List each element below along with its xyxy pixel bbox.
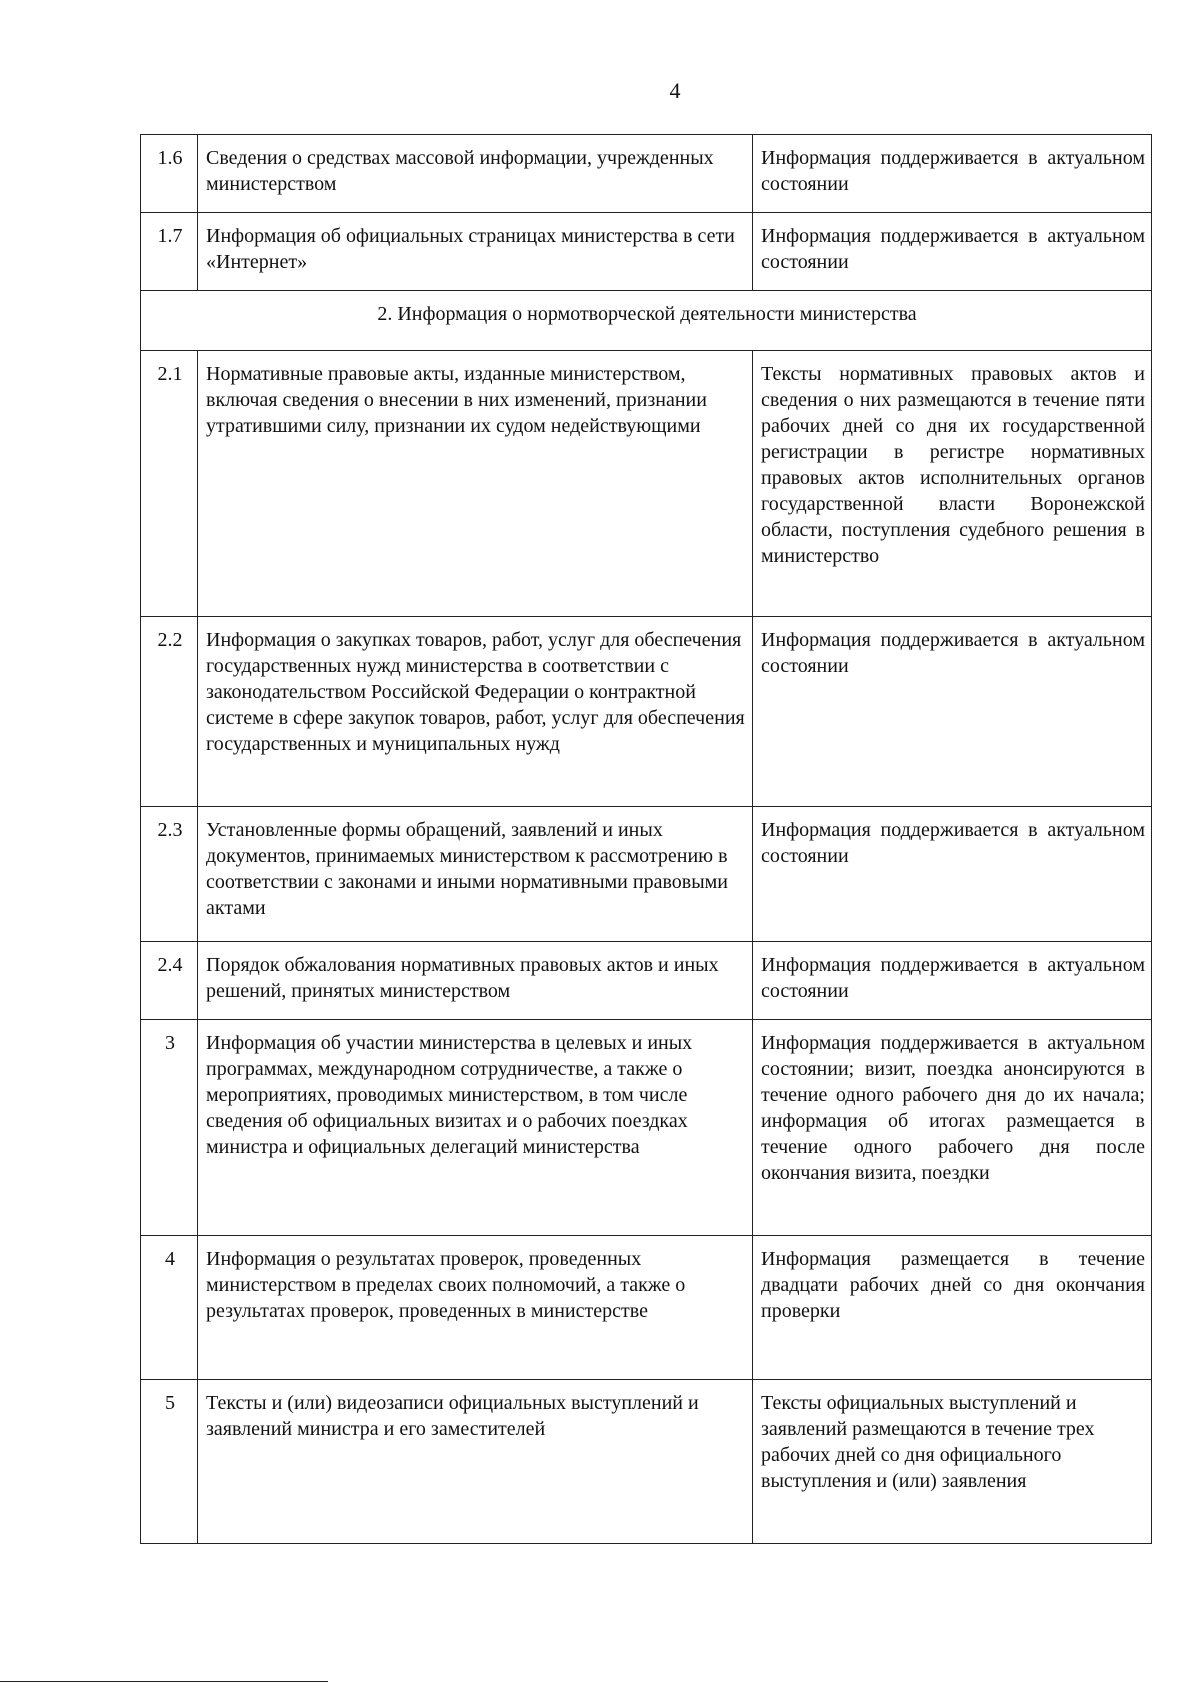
table-row <box>141 351 1152 617</box>
row-term: Информация поддерживается в актуальном состоянии <box>753 617 1152 807</box>
row-number: 2.3 <box>141 807 198 942</box>
row-description: Информация о результатах проверок, проведенных министерством в пределах своих полномочий, а также о результатах проверок, проведенных в министерстве <box>198 1236 753 1380</box>
table-row <box>141 213 1152 291</box>
section-heading: 2. Информация о нормотворческой деятельности министерства <box>141 291 1152 351</box>
table-row <box>141 942 1152 1020</box>
row-number: 2.4 <box>141 942 198 1020</box>
row-term: Информация поддерживается в актуальном состоянии <box>753 135 1152 213</box>
row-description: Сведения о средствах массовой информации, учрежденных министерством <box>198 135 753 213</box>
row-term: Информация размещается в течение двадцати рабочих дней со дня окончания проверки <box>753 1236 1152 1380</box>
row-term: Тексты официальных выступлений и заявлений размещаются в течение трех рабочих дней со дня официального выступления и (или) заявления <box>753 1380 1152 1544</box>
table-row <box>141 807 1152 942</box>
row-description: Информация об участии министерства в целевых и иных программах, международном сотрудничестве, а также о мероприятиях, проводимых министерством, в том числе сведения об официальных визитах и о рабочих поездках министра и официальных делегаций министерства <box>198 1020 753 1236</box>
row-term: Информация поддерживается в актуальном состоянии <box>753 807 1152 942</box>
row-term: Тексты нормативных правовых актов и сведения о них размещаются в течение пяти рабочих дней со дня их государственной регистрации в регистре нормативных правовых актов исполнительных органов государственной власти Воронежской области, поступления судебного решения в министерство <box>753 351 1152 617</box>
row-term: Информация поддерживается в актуальном состоянии; визит, поездка анонсируются в течение одного рабочего дня до их начала; информация об итогах размещается в течение одного рабочего дня после окончания визита, поездки <box>753 1020 1152 1236</box>
row-number: 1.7 <box>141 213 198 291</box>
row-number: 2.1 <box>141 351 198 617</box>
page-number: 4 <box>669 78 681 103</box>
row-number: 4 <box>141 1236 198 1380</box>
table-row <box>141 135 1152 213</box>
section-row <box>141 291 1152 351</box>
row-description: Тексты и (или) видеозаписи официальных выступлений и заявлений министра и его заместителей <box>198 1380 753 1544</box>
table-row <box>141 617 1152 807</box>
row-term: Информация поддерживается в актуальном состоянии <box>753 213 1152 291</box>
table-row <box>141 1380 1152 1544</box>
row-number: 1.6 <box>141 135 198 213</box>
table-row <box>141 1236 1152 1380</box>
row-description: Информация о закупках товаров, работ, услуг для обеспечения государственных нужд министерства в соответствии с законодательством Российской Федерации о контрактной системе в сфере закупок товаров, работ, услуг для обеспечения государственных и муниципальных нужд <box>198 617 753 807</box>
footnote-separator <box>0 1681 328 1682</box>
row-term: Информация поддерживается в актуальном состоянии <box>753 942 1152 1020</box>
row-number: 5 <box>141 1380 198 1544</box>
row-description: Нормативные правовые акты, изданные министерством, включая сведения о внесении в них изменений, признании утратившими силу, признании их судом недействующими <box>198 351 753 617</box>
row-number: 3 <box>141 1020 198 1236</box>
information-table <box>140 134 1152 1544</box>
table-row <box>141 1020 1152 1236</box>
row-description: Информация об официальных страницах министерства в сети «Интернет» <box>198 213 753 291</box>
row-number: 2.2 <box>141 617 198 807</box>
row-description: Установленные формы обращений, заявлений и иных документов, принимаемых министерством к рассмотрению в соответствии с законами и иными нормативными правовыми актами <box>198 807 753 942</box>
row-description: Порядок обжалования нормативных правовых актов и иных решений, принятых министерством <box>198 942 753 1020</box>
